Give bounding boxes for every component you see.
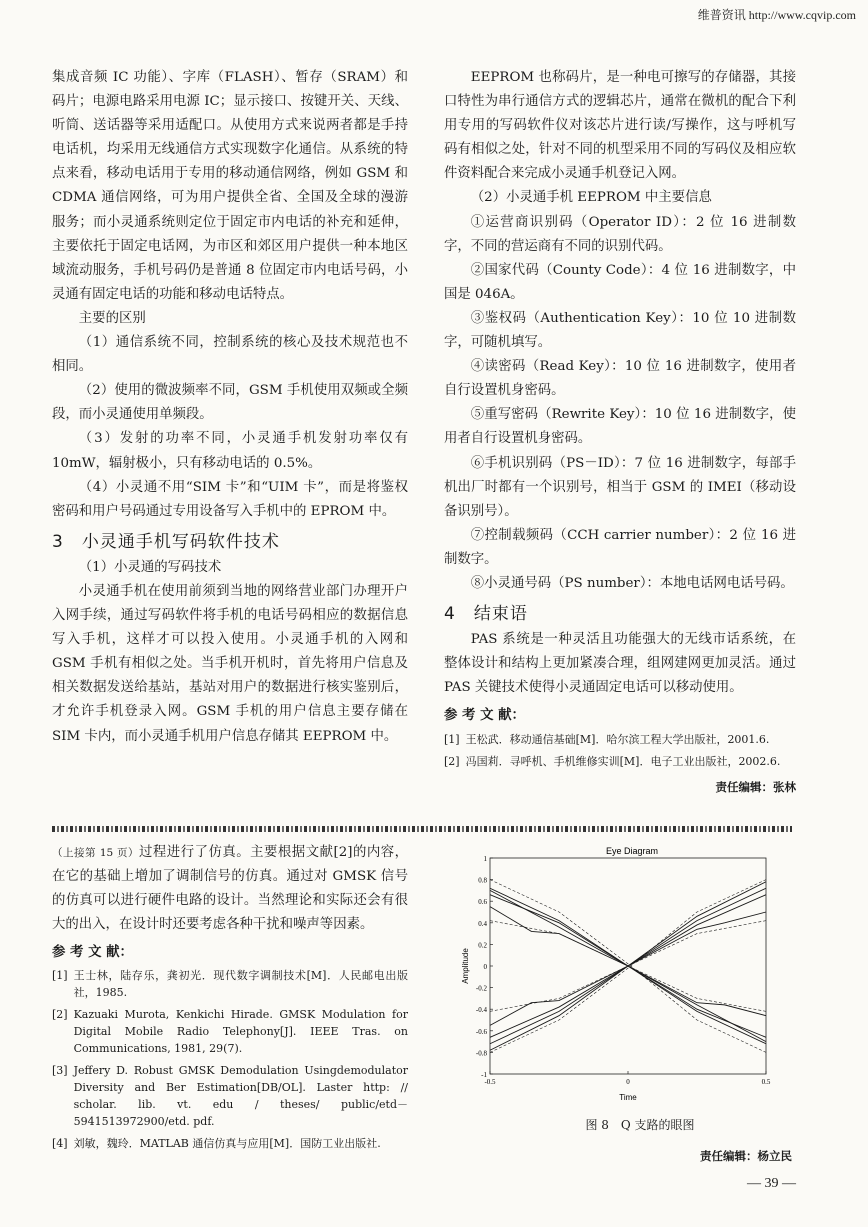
paragraph: PAS 系统是一种灵活且功能强大的无线市话系统，在整体设计和结构上更加紧凑合理，组网建网更加灵活。通过 PAS 关键技术使得小灵通固定电话可以移动使用。: [444, 632, 796, 696]
watermark: 维普资讯 http://www.cqvip.com: [697, 8, 856, 22]
y-tick-label: -1: [481, 1071, 487, 1079]
chart-title: Eye Diagram: [605, 846, 659, 856]
reference-text: Kazuaki Murota, Kenkichi Hirade. GMSK Modulation for Digital Mobile Radio Telephony[J]. IEEE Tras. on Communications, 1981, 29(7).: [73, 1008, 408, 1056]
paragraph: 小灵通手机在使用前须到当地的网络营业部门办理开户入网手续，通过写码软件将手机的电话号码相应的数据信息写入手机，这样才可以投入使用。小灵通手机的入网和 GSM 手机有相似之处。当手机开机时，首先将用户信息及相关数据发送给基站，基站对用户的数据进行核实鉴别后，才允许手机登录入网。GSM 手机的用户信息主要存储在 SIM 卡内，而小灵通手机用户信息存储其 EEPROM 中。: [52, 583, 408, 744]
reference-number: [2]: [52, 1008, 68, 1022]
y-tick-label: 0.2: [478, 941, 487, 950]
paragraph: ③鉴权码（Authentication Key）：10 位 10 进制数字，可随机填写。: [444, 310, 796, 351]
y-tick-label: -0.6: [475, 1027, 487, 1036]
reference-text: 刘敏，魏玲．MATLAB 通信仿真与应用[M]．国防工业出版社.: [73, 1137, 381, 1151]
paragraph: （1）通信系统不同，控制系统的核心及技术规范也不相同。: [52, 335, 408, 375]
reference-item: [52, 967, 408, 1001]
paragraph: （4）小灵通不用“SIM 卡”和“UIM 卡”，而是将鉴权密码和用户号码通过专用设备写入手机中的 EPROM 中。: [52, 479, 408, 519]
paragraph: 主要的区别: [78, 310, 146, 326]
reference-text: Jeffery D. Robust GMSK Demodulation Usingdemodulator Diversity and Ber Estimation[DB/OL]. Laster http: // scholar. lib. vt. edu / theses/ public/etd－5941513972900/etd. pdf.: [73, 1064, 408, 1129]
y-tick-label: 0.6: [478, 898, 487, 907]
eye-trace: [490, 912, 766, 1025]
reference-text: 王士林，陆存乐，龚初光．现代数字调制技术[M]．人民邮电出版社，1985.: [73, 969, 408, 1000]
reference-number: [1]: [444, 732, 460, 746]
bottom-left-column: [52, 841, 408, 1157]
paragraph: ④读密码（Read Key）：10 位 16 进制数字，使用者自行设置机身密码。: [444, 359, 796, 399]
paragraph: [52, 841, 408, 937]
reference-item: [444, 753, 796, 770]
x-tick-label: 0: [626, 1078, 630, 1086]
paragraph: ⑥手机识别码（PS－ID）：7 位 16 进制数字，每部手机出厂时都有一个识别号，相当于 GSM 的 IMEI（移动设备识别号）。: [444, 455, 796, 519]
paragraph: ⑧小灵通号码（PS number）：本地电话网电话号码。: [470, 575, 794, 591]
y-tick-label: -0.8: [475, 1049, 487, 1058]
eye-diagram-chart: [456, 842, 780, 1114]
y-axis-label: Amplitude: [461, 948, 470, 984]
paragraph: （2）使用的微波频率不同，GSM 手机使用双频或全频段，而小灵通使用单频段。: [52, 383, 408, 423]
paragraph: （1）小灵通的写码技术: [78, 559, 222, 575]
y-tick-label: -0.4: [475, 1006, 487, 1015]
y-tick-label: 0.8: [478, 876, 487, 885]
reference-number: [2]: [444, 754, 460, 768]
eye-traces: [490, 880, 766, 1053]
paragraph: （2）小灵通手机 EEPROM 中主要信息: [470, 190, 712, 206]
x-tick-label: -0.5: [484, 1078, 496, 1086]
left-column: [52, 66, 408, 749]
article-divider: [52, 826, 792, 832]
right-column: [444, 66, 796, 799]
reference-text: 冯国莉．寻呼机、手机维修实训[M]．电子工业出版社，2002.6.: [465, 754, 781, 768]
figure-caption: 图 8 Q 支路的眼图: [585, 1118, 695, 1132]
paragraph: 集成音频 IC 功能）、字库（FLASH）、暂存（SRAM）和码片；电源电路采用电源 IC；显示接口、按键开关、天线、听筒、送话器等采用适配口。从使用方式来说两者都是手持电话机，均采用无线通信方式实现数字化通信。从系统的特点来看，移动电话用于专用的移动通信网络，例如 GSM 和 CDMA 通信网络，可为用户提供全省、全国及全球的漫游服务；而小灵通系统则定位于固定市内电话的补充和延伸，主要依托于固定电话网，为市区和郊区用户提供一种本地区域流动服务，手机号码仍是普通 8 位固定市内电话号码，小灵通有固定电话的功能和移动电话特点。: [52, 70, 408, 302]
x-axis: [484, 1071, 770, 1086]
y-tick-label: 0: [483, 963, 487, 971]
paragraph: （3）发射的功率不同，小灵通手机发射功率仅有 10mW，辐射极小，只有移动电话的 0.5%。: [52, 431, 408, 471]
x-axis-label: Time: [619, 1093, 637, 1102]
editor-credit: 责任编辑：杨立民: [700, 1149, 792, 1163]
y-tick-label: 0.4: [478, 919, 487, 928]
reference-number: [1]: [52, 969, 68, 983]
x-tick-label: 0.5: [761, 1078, 771, 1086]
paragraph: ⑦控制载频码（CCH carrier number）：2 位 16 进制数字。: [444, 527, 796, 567]
reference-item: [444, 731, 796, 748]
reference-number: [3]: [52, 1064, 68, 1078]
paragraph: ②国家代码（County Code）：4 位 16 进制数字，中国是 046A。: [444, 262, 796, 302]
references-list: [52, 967, 408, 1152]
continuation-note: （上接第 15 页）: [52, 847, 140, 859]
reference-number: [4]: [52, 1137, 68, 1151]
editor-credit: 责任编辑：张林: [715, 779, 796, 794]
section-heading: 4 结束语: [444, 604, 528, 625]
paragraph: EEPROM 也称码片，是一种电可擦写的存储器，其接口特性为串行通信方式的逻辑芯片，通常在微机的配合下利用专用的写码软件仪对该芯片进行读/写操作，这与呼机写码有相似之处，针对不同的机型采用不同的写码仪及相应软件资料配合来完成小灵通手机登记入网。: [444, 70, 796, 182]
paragraph-text: 过程进行了仿真。主要根据文献[2]的内容，在它的基础上增加了调制信号的仿真。通过对 GMSK 信号的仿真可以进行硬件电路的设计。当然理论和实际还会有很大的出入，在设计时还要考虑各种干扰和噪声等因素。: [52, 845, 408, 933]
reference-item: [52, 1135, 408, 1152]
reference-item: [52, 1006, 408, 1057]
y-tick-label: -0.2: [475, 984, 487, 993]
reference-item: [52, 1062, 408, 1130]
y-tick-label: 1: [483, 855, 487, 863]
references-title: 参 考 文 献：: [444, 708, 525, 724]
references-title: 参 考 文 献：: [52, 945, 133, 961]
reference-text: 王松武．移动通信基础[M]．哈尔滨工程大学出版社，2001.6.: [465, 732, 770, 746]
references-list: [444, 731, 796, 770]
page-number: — 39 —: [747, 1176, 796, 1191]
paragraph: ⑤重写密码（Rewrite Key）：10 位 16 进制数字，使用者自行设置机身密码。: [444, 407, 796, 447]
paragraph: ①运营商识别码（Operator ID）：2 位 16 进制数字，不同的营运商有不同的识别代码。: [444, 214, 796, 254]
section-heading: 3 小灵通手机写码软件技术: [52, 531, 280, 552]
